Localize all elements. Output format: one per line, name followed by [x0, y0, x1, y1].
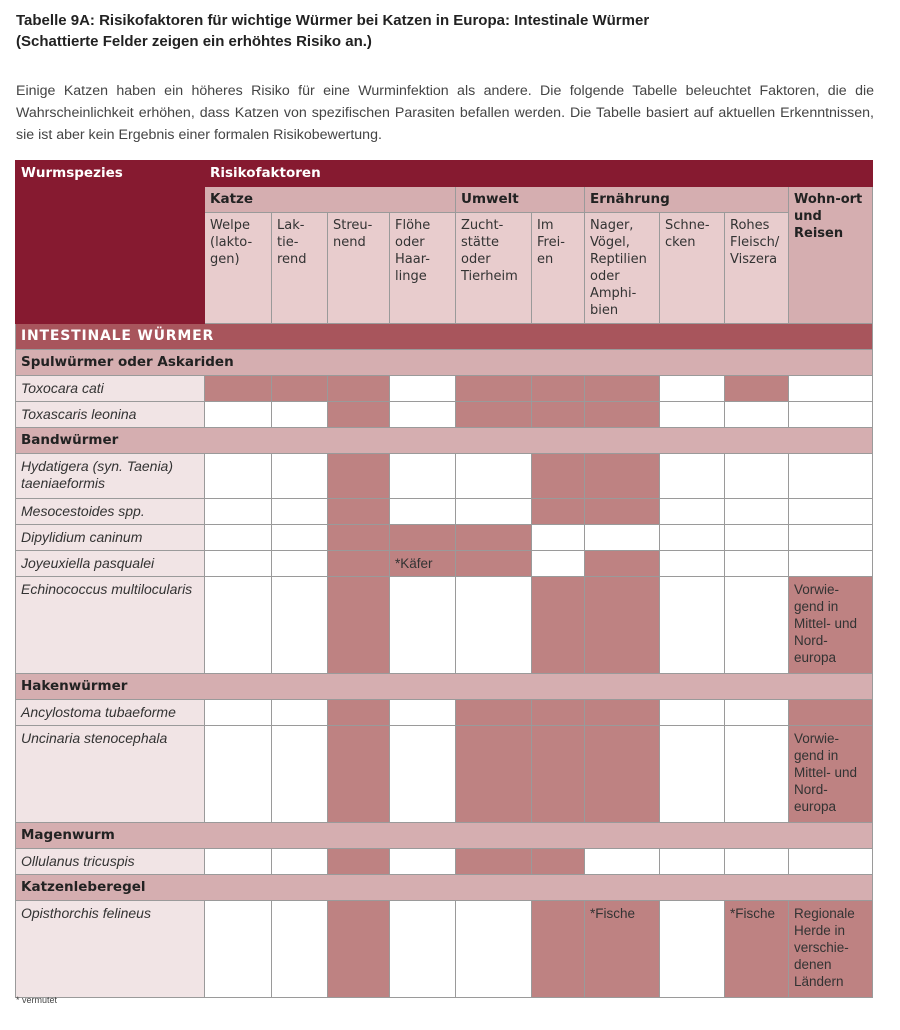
column-header: Nager, Vögel, Reptilien oder Amphi-bien: [585, 213, 660, 324]
risk-cell: [456, 577, 532, 674]
column-header: Schne-cken: [660, 213, 725, 324]
intro-paragraph: Einige Katzen haben ein höheres Risiko für eine Wurminfektion als andere. Die folgende Tabelle beleuchtet Faktoren, die die Wahrscheinlichkeit erhöhen, dass Katzen von spezifischen Parasiten befallen werden. Die Tabelle basiert auf aktuellen Erkenntnissen, sie ist aber kein Ergebnis einer formalen Risikobewertung.: [16, 83, 874, 143]
risk-cell: [585, 525, 660, 551]
group-wohnort: Wohn-ort und Reisen: [789, 187, 873, 324]
risk-cell-shaded: [328, 849, 390, 875]
risk-cell: [272, 901, 328, 998]
risk-cell: [390, 901, 456, 998]
risk-cell-shaded: [532, 901, 585, 998]
risk-cell-shaded: *Fische: [585, 901, 660, 998]
risk-cell: [272, 525, 328, 551]
risk-cell: [660, 901, 725, 998]
risk-cell: [660, 551, 725, 577]
table-row: [16, 499, 873, 525]
risk-cell: [205, 901, 272, 998]
group-umwelt: Umwelt: [456, 187, 585, 213]
risk-cell-shaded: [585, 577, 660, 674]
family-header: Spulwürmer oder Askariden: [16, 350, 873, 376]
section-header: INTESTINALE WÜRMER: [16, 324, 873, 350]
risk-cell-shaded: Vorwie-gend in Mittel- und Nord-europa: [789, 726, 873, 823]
risk-cell-shaded: [328, 499, 390, 525]
risk-cell-shaded: [532, 726, 585, 823]
risk-cell: [390, 577, 456, 674]
risk-cell: [205, 700, 272, 726]
risk-cell: [390, 726, 456, 823]
risk-cell-shaded: [585, 402, 660, 428]
risk-factor-table: [15, 160, 873, 998]
risk-cell: [660, 454, 725, 499]
risk-cell: [272, 499, 328, 525]
risk-cell-shaded: Vorwie-gend in Mittel- und Nord-europa: [789, 577, 873, 674]
risk-cell-shaded: [585, 726, 660, 823]
risk-cell: [789, 454, 873, 499]
risk-cell: [205, 849, 272, 875]
risk-cell-shaded: [585, 499, 660, 525]
table-title: [16, 10, 886, 52]
risk-cell: [725, 849, 789, 875]
footnote: * vermutet: [16, 995, 58, 1005]
risk-cell: [532, 525, 585, 551]
risk-cell-shaded: *Fische: [725, 901, 789, 998]
family-header: Katzenleberegel: [16, 875, 873, 901]
species-name: Joyeuxiella pasqualei: [16, 551, 205, 577]
risk-cell: [272, 726, 328, 823]
risk-cell: [660, 525, 725, 551]
title-line-1: Tabelle 9A: Risikofaktoren für wichtige Würmer bei Katzen in Europa: Intestinale Würmer: [16, 12, 650, 29]
risk-cell-shaded: [328, 700, 390, 726]
risk-cell: [585, 849, 660, 875]
table-row: [16, 402, 873, 428]
risk-cell: [390, 700, 456, 726]
risk-cell: [660, 577, 725, 674]
risk-cell: [390, 402, 456, 428]
risk-cell-shaded: [328, 726, 390, 823]
risk-cell-shaded: [532, 376, 585, 402]
risk-cell-shaded: [585, 376, 660, 402]
risk-cell-shaded: [585, 551, 660, 577]
risk-cell-shaded: [272, 376, 328, 402]
risk-cell: [390, 454, 456, 499]
risk-cell-shaded: [456, 376, 532, 402]
species-name: Dipylidium caninum: [16, 525, 205, 551]
risk-cell-shaded: [205, 376, 272, 402]
species-name: Echinococcus multilocularis: [16, 577, 205, 674]
risk-cell: [272, 700, 328, 726]
risk-cell: [660, 726, 725, 823]
family-header: Hakenwürmer: [16, 674, 873, 700]
risk-cell-shaded: [585, 454, 660, 499]
column-header: Lak-tie-rend: [272, 213, 328, 324]
risk-cell: [789, 376, 873, 402]
risk-cell: [725, 700, 789, 726]
risk-cell: [660, 849, 725, 875]
family-header: Magenwurm: [16, 823, 873, 849]
risk-cell: [725, 454, 789, 499]
table-row: [16, 726, 873, 823]
column-header: Zucht-stätte oder Tierheim: [456, 213, 532, 324]
risk-cell: [725, 402, 789, 428]
risk-cell: [390, 376, 456, 402]
risk-cell: [532, 551, 585, 577]
table-row: [16, 849, 873, 875]
species-name: Opisthorchis felineus: [16, 901, 205, 998]
risk-cell-shaded: [532, 849, 585, 875]
risk-cell-shaded: [456, 849, 532, 875]
column-header: Welpe (lakto-gen): [205, 213, 272, 324]
risk-cell-shaded: [725, 376, 789, 402]
header-species: Wurmspezies: [16, 161, 205, 324]
risk-cell-shaded: [328, 525, 390, 551]
risk-cell-shaded: [532, 402, 585, 428]
header-risk-factors: Risikofaktoren: [205, 161, 873, 187]
table-row: [16, 700, 873, 726]
risk-cell: [789, 551, 873, 577]
risk-cell-shaded: [532, 700, 585, 726]
risk-cell-shaded: [328, 454, 390, 499]
risk-cell: [272, 454, 328, 499]
table-row: [16, 454, 873, 499]
risk-cell-shaded: [532, 577, 585, 674]
risk-cell: [660, 499, 725, 525]
risk-cell: [272, 402, 328, 428]
column-header: Flöhe oder Haar-linge: [390, 213, 456, 324]
risk-cell-shaded: [585, 700, 660, 726]
risk-cell: [789, 525, 873, 551]
risk-cell: [660, 376, 725, 402]
column-header: Streu-nend: [328, 213, 390, 324]
risk-cell: [390, 499, 456, 525]
risk-cell: [205, 577, 272, 674]
species-name: Ancylostoma tubaeforme: [16, 700, 205, 726]
risk-cell: [456, 454, 532, 499]
risk-cell: [205, 525, 272, 551]
risk-cell-shaded: [456, 551, 532, 577]
risk-cell: [205, 402, 272, 428]
risk-cell: [725, 525, 789, 551]
risk-cell-shaded: [328, 577, 390, 674]
risk-cell-shaded: [456, 726, 532, 823]
risk-cell-shaded: [328, 376, 390, 402]
risk-cell-shaded: [456, 525, 532, 551]
species-name: Ollulanus tricuspis: [16, 849, 205, 875]
risk-cell-shaded: [328, 402, 390, 428]
risk-cell-shaded: [328, 901, 390, 998]
risk-cell-shaded: [532, 499, 585, 525]
risk-cell: [205, 551, 272, 577]
group-ernaehrung: Ernährung: [585, 187, 789, 213]
risk-cell-shaded: [532, 454, 585, 499]
species-name: Mesocestoides spp.: [16, 499, 205, 525]
species-name: Uncinaria stenocephala: [16, 726, 205, 823]
risk-cell: [789, 402, 873, 428]
risk-cell: [725, 499, 789, 525]
risk-cell: [789, 499, 873, 525]
risk-cell: [390, 849, 456, 875]
group-katze: Katze: [205, 187, 456, 213]
risk-cell-shaded: *Käfer: [390, 551, 456, 577]
table-row: [16, 525, 873, 551]
risk-cell-shaded: [456, 700, 532, 726]
risk-cell: [456, 499, 532, 525]
risk-cell: [272, 577, 328, 674]
species-name: Toxocara cati: [16, 376, 205, 402]
species-name: Hydatigera (syn. Taenia) taeniaeformis: [16, 454, 205, 499]
risk-cell-shaded: [328, 551, 390, 577]
risk-cell-shaded: [456, 402, 532, 428]
risk-cell: [660, 700, 725, 726]
table-row: [16, 376, 873, 402]
table-row: [16, 551, 873, 577]
risk-cell: [272, 849, 328, 875]
risk-cell: [272, 551, 328, 577]
table-row: [16, 577, 873, 674]
risk-cell: [205, 499, 272, 525]
family-header: Bandwürmer: [16, 428, 873, 454]
risk-cell-shaded: [390, 525, 456, 551]
risk-cell-shaded: [789, 700, 873, 726]
table-row: [16, 901, 873, 998]
risk-cell: [205, 454, 272, 499]
risk-cell: [725, 577, 789, 674]
species-name: Toxascaris leonina: [16, 402, 205, 428]
risk-cell: [725, 551, 789, 577]
risk-cell: [660, 402, 725, 428]
risk-cell: [456, 901, 532, 998]
title-line-2: (Schattierte Felder zeigen ein erhöhtes Risiko an.): [16, 33, 372, 50]
risk-cell: [725, 726, 789, 823]
risk-cell: [205, 726, 272, 823]
risk-cell-shaded: Regionale Herde in verschie-denen Ländern: [789, 901, 873, 998]
column-header: Im Frei-en: [532, 213, 585, 324]
column-header: Rohes Fleisch/ Viszera: [725, 213, 789, 324]
risk-cell: [789, 849, 873, 875]
